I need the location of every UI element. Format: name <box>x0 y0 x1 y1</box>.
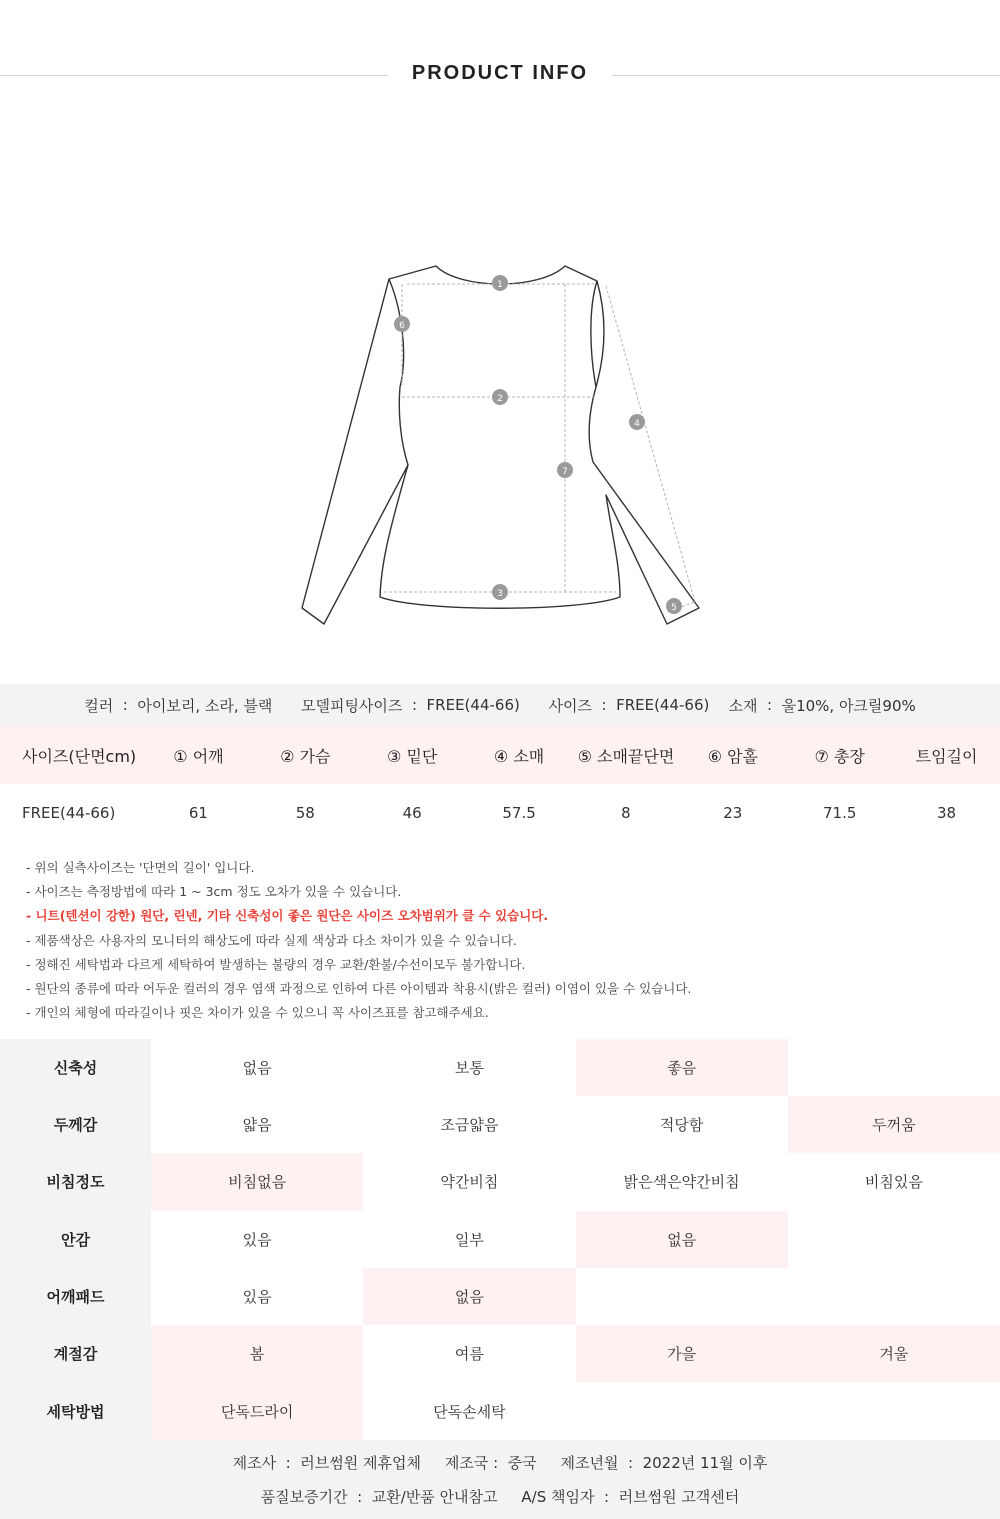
fabric-option: 두꺼움 <box>788 1096 1000 1153</box>
material-label: 소재 <box>728 696 758 715</box>
note-item: - 정해진 세탁법과 다르게 세탁하여 발생하는 불량의 경우 교환/환불/수선이모두 불가합니다. <box>26 956 526 972</box>
fabric-row-stretch <box>0 1039 1000 1096</box>
color-label: 컬러 <box>84 696 114 715</box>
as-label: A/S 책임자 <box>521 1488 595 1506</box>
manufacturer-label: 제조사 <box>232 1454 277 1472</box>
header-sleeve: ④ 소매 <box>493 746 545 766</box>
fabric-properties-table <box>0 1039 1000 1440</box>
size-table <box>0 726 1000 842</box>
fabric-option: 없음 <box>576 1211 788 1268</box>
fabric-option: 봄 <box>151 1325 363 1382</box>
note-item: - 제품색상은 사용자의 모니터의 해상도에 따라 실제 색상과 다소 차이가 있을 수 있습니다. <box>26 932 517 948</box>
fabric-option: 약간비침 <box>440 1173 499 1192</box>
garment-measurement-diagram <box>290 250 710 640</box>
fabric-option: 적당함 <box>659 1116 704 1135</box>
fabric-label: 어깨패드 <box>0 1268 151 1325</box>
svg-text:3: 3 <box>497 589 503 599</box>
note-item: - 위의 실측사이즈는 '단면의 길이' 입니다. <box>26 860 255 875</box>
row-chest: 58 <box>295 804 315 822</box>
header-shoulder: ① 어깨 <box>173 746 224 766</box>
note-item: - 원단의 종류에 따라 어두운 컬러의 경우 염색 과정으로 인하여 다른 아이템과 착용시(밝은 컬러) 이염이 있을 수 있습니다. <box>26 981 692 997</box>
row-length: 71.5 <box>822 804 857 822</box>
fabric-label: 신축성 <box>0 1039 151 1096</box>
header-cuff: ⑤ 소매끝단면 <box>577 746 675 766</box>
note-item: - 개인의 체형에 따라길이나 핏은 차이가 있을 수 있으니 꼭 사이즈표를 참고해주세요. <box>26 1005 489 1021</box>
fabric-option: 단독드라이 <box>151 1382 363 1440</box>
fabric-row-washing <box>0 1382 1000 1440</box>
fabric-row-sheerness <box>0 1153 1000 1210</box>
marker-4 <box>629 414 645 430</box>
row-hem: 46 <box>402 804 422 822</box>
as-value: 러브썸원 고객센터 <box>618 1488 740 1506</box>
size-label: 사이즈 <box>548 696 592 715</box>
marker-6 <box>394 316 410 332</box>
fabric-label: 세탁방법 <box>0 1382 151 1440</box>
product-info-bar: 컬러 : 아이보리, 소라, 블랙 모델피팅사이즈 : FREE(44-66) 사이즈 : FREE(44-66) 소재 : 울10%, 아크릴90% <box>0 684 1000 726</box>
svg-text:2: 2 <box>497 394 503 404</box>
fabric-option: 있음 <box>242 1287 272 1306</box>
fabric-option: 조금얇음 <box>440 1116 499 1135</box>
fabric-option: 좋음 <box>576 1039 788 1096</box>
svg-text:5: 5 <box>671 603 677 613</box>
fabric-option <box>788 1382 1000 1440</box>
fabric-option <box>788 1039 1000 1096</box>
fabric-option <box>788 1268 1000 1325</box>
fabric-option: 일부 <box>454 1230 484 1249</box>
fabric-row-thickness <box>0 1096 1000 1153</box>
header-divider-left <box>0 75 388 76</box>
fabric-option: 보통 <box>454 1059 484 1078</box>
table-row <box>0 784 1000 842</box>
header-chest: ② 가슴 <box>280 746 331 766</box>
header-slit: 트임길이 <box>915 746 978 766</box>
fabric-option: 겨울 <box>788 1325 1000 1382</box>
garment-outline <box>302 266 699 624</box>
marker-3 <box>492 584 508 600</box>
header-armhole: ⑥ 암홀 <box>707 746 758 766</box>
fabric-option: 밝은색은약간비침 <box>623 1173 740 1192</box>
fabric-option: 여름 <box>454 1345 484 1364</box>
color-value: 아이보리, 소라, 블랙 <box>137 696 273 715</box>
measurement-guides <box>384 284 695 612</box>
fabric-option <box>788 1211 1000 1268</box>
header-hem: ③ 밑단 <box>387 746 438 766</box>
country-label: 제조국 <box>444 1454 489 1472</box>
date-label: 제조년월 <box>560 1454 619 1472</box>
fabric-row-lining <box>0 1211 1000 1268</box>
date-value: 2022년 11월 이후 <box>642 1454 768 1472</box>
size-value: FREE(44-66) <box>616 696 710 714</box>
row-shoulder: 61 <box>188 804 208 822</box>
country-value: 중국 <box>507 1454 537 1472</box>
manufacturer-value: 러브썸원 제휴업체 <box>300 1454 421 1472</box>
fabric-label: 안감 <box>0 1211 151 1268</box>
warranty-value: 교환/반품 안내참고 <box>371 1488 498 1506</box>
section-header <box>0 60 1000 92</box>
row-sleeve: 57.5 <box>502 804 536 822</box>
fabric-label: 두께감 <box>0 1096 151 1153</box>
fabric-option: 비침있음 <box>864 1173 923 1192</box>
header-size: 사이즈(단면cm) <box>22 746 137 766</box>
fabric-option: 얇음 <box>242 1116 272 1135</box>
marker-7 <box>557 462 573 478</box>
model-size-label: 모델피팅사이즈 <box>300 696 403 715</box>
note-item: - 사이즈는 측정방법에 따라 1 ~ 3cm 정도 오차가 있을 수 있습니다. <box>26 884 402 900</box>
product-footer: 제조사 : 러브썸원 제휴업체 제조국 : 중국 제조년월 : 2022년 11월 이후 품질보증기간 : 교환/반품 안내참고 A/S 책임자 : 러브썸원 고객센터 <box>0 1440 1000 1519</box>
row-cuff: 8 <box>621 804 631 822</box>
fabric-label: 비침정도 <box>0 1153 151 1210</box>
fabric-option: 없음 <box>363 1268 575 1325</box>
row-armhole: 23 <box>723 804 743 822</box>
row-size: FREE(44-66) <box>22 804 116 822</box>
header-length: ⑦ 총장 <box>814 746 865 766</box>
fabric-label: 계절감 <box>0 1325 151 1382</box>
svg-text:1: 1 <box>497 280 503 290</box>
svg-text:7: 7 <box>562 467 568 477</box>
model-size-value: FREE(44-66) <box>426 696 520 714</box>
fabric-row-shoulder-pad <box>0 1268 1000 1325</box>
svg-text:6: 6 <box>399 321 405 331</box>
material-value: 울10%, 아크릴90% <box>781 696 916 715</box>
row-slit: 38 <box>937 804 957 822</box>
fabric-option: 단독손세탁 <box>433 1402 506 1421</box>
fabric-option: 있음 <box>242 1230 272 1249</box>
marker-1 <box>492 275 508 291</box>
marker-2 <box>492 389 508 405</box>
marker-5 <box>666 598 682 614</box>
section-title: PRODUCT INFO <box>411 62 589 84</box>
fabric-option: 가을 <box>576 1325 788 1382</box>
fabric-option <box>576 1382 788 1440</box>
fabric-option <box>576 1268 788 1325</box>
header-divider-right <box>612 75 1000 76</box>
svg-text:4: 4 <box>634 419 640 429</box>
warranty-label: 품질보증기간 <box>260 1488 348 1506</box>
size-notes <box>26 856 986 1025</box>
fabric-option: 비침없음 <box>151 1153 363 1210</box>
size-table-header <box>0 726 1000 784</box>
fabric-option: 없음 <box>242 1059 272 1078</box>
note-warning: - 니트(텐션이 강한) 원단, 린넨, 기타 신축성이 좋은 원단은 사이즈 오차범위가 클 수 있습니다. <box>26 908 549 924</box>
fabric-row-season <box>0 1325 1000 1382</box>
